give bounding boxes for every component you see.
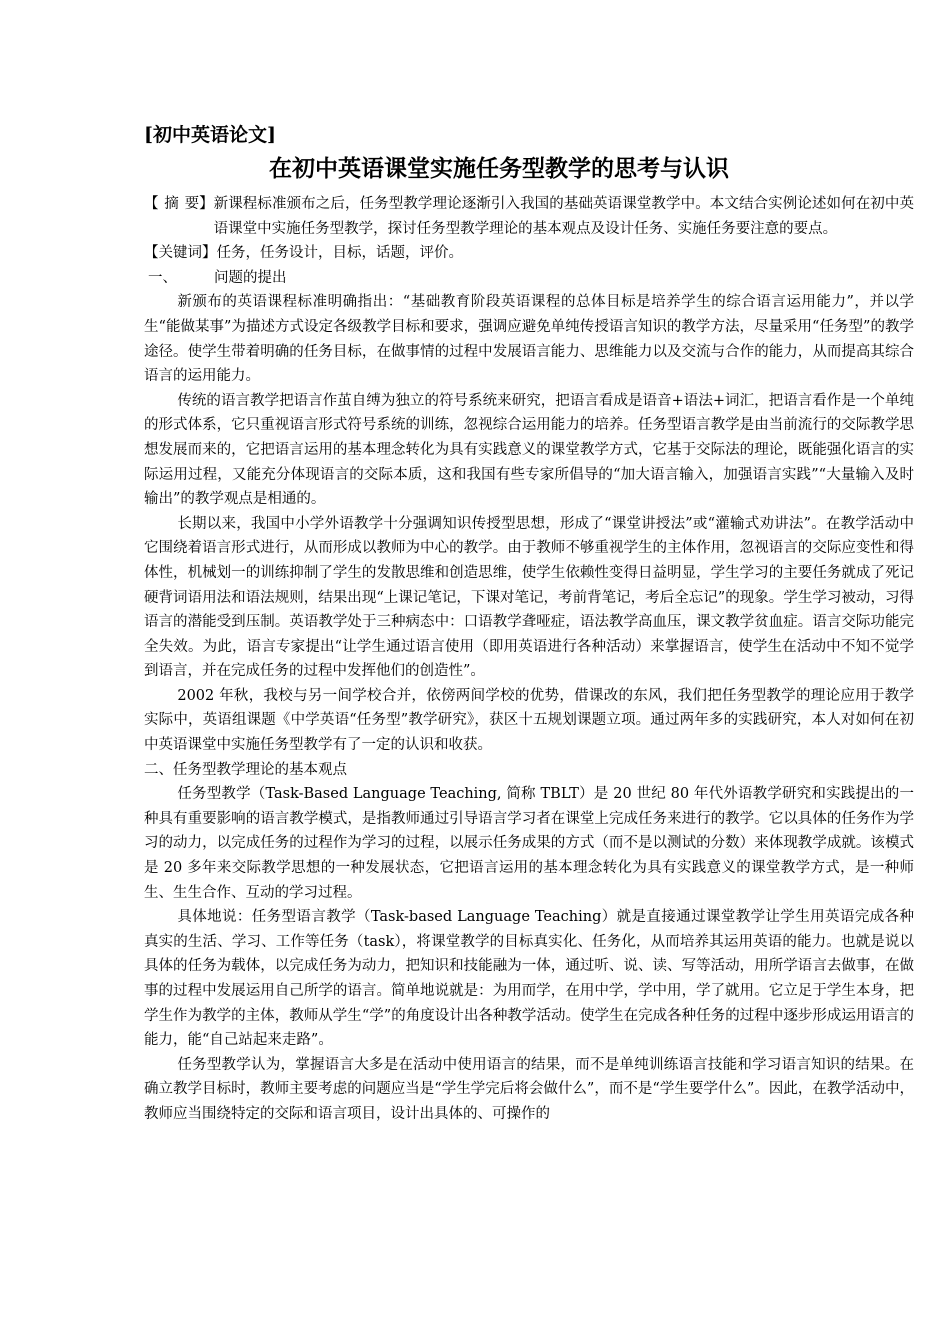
document-page (144, 120, 914, 1127)
document-tag: [初中英语论文] (144, 124, 276, 146)
paragraph: 长期以来，我国中小学外语教学十分强调知识传授型思想，形成了“课堂讲授法”或“灌输式劝讲法”。在教学活动中它围绕着语言形式进行，从而形成以教师为中心的教学。由于教师不够重视学生的主体作用，忽视语言的交际应变性和得体性，机械划一的训练抑制了学生的发散思维和创造思维，使学生依赖性变得日益明显，学生学习的主要任务就成了死记硬背词语用法和语法规则，结果出现“上课记笔记，下课对笔记，考前背笔记，考后全忘记”的现象。学生学习被动，习得语言的潜能受到压制。英语教学处于三种病态中：口语教学聋哑症，语法教学高血压，课文教学贫血症。语言交际功能完全失效。为此，语言专家提出“让学生通过语言使用（即用英语进行各种活动）来掌握语言，使学生在活动中不知不觉学到语言，并在完成任务的过程中发挥他们的创造性”。 (144, 515, 914, 680)
abstract-block (144, 192, 914, 241)
abstract-label (144, 192, 214, 241)
paragraph: 传统的语言教学把语言作茧自缚为独立的符号系统来研究，把语言看成是语音+语法+词汇，把语言看作是一个单纯的形式体系，它只重视语言形式符号系统的训练，忽视综合运用能力的培养。任务型语言教学是由当前流行的交际教学思想发展而来的，它把语言运用的基本理念转化为具有实践意义的课堂教学方式，它基于交际法的理论，既能强化语言的实际运用过程，又能充分体现语言的交际本质，这和我国有些专家所倡导的“加大语言输入，加强语言实践”“大量输入及时输出”的教学观点是相通的。 (144, 392, 914, 508)
paragraph: 新颁布的英语课程标准明确指出：“基础教育阶段英语课程的总体目标是培养学生的综合语言运用能力”，并以学生“能做某事”为描述方式设定各级教学目标和要求，强调应避免单纯传授语言知识的教学方法，尽量采用“任务型”的教学途径。使学生带着明确的任务目标，在做事情的过程中发展语言能力、思维能力以及交流与合作的能力，从而提高其综合语言的运用能力。 (144, 294, 914, 385)
document-title: 在初中英语课堂实施任务型教学的思考与认识 (269, 155, 729, 182)
paragraph: 具体地说：任务型语言教学（Task-based Language Teaching）就是直接通过课堂教学让学生用英语完成各种真实的生活、学习、工作等任务（task），将课堂教学的目标真实化、任务化，从而培养其运用英语的能力。也就是说以具体的任务为载体，以完成任务为动力，把知识和技能融为一体，通过听、说、读、写等活动，用所学语言去做事，在做事的过程中发展运用自己所学的语言。简单地说就是：为用而学，在用中学，学中用，学了就用。它立足于学生本身，把学生作为教学的主体，教师从学生“学”的角度设计出各种教学活动。使学生在完成各种任务的过程中逐步形成运用语言的能力，能“自己站起来走路”。 (144, 909, 914, 1049)
section-number-1: 一、 (148, 269, 177, 286)
abstract-label-open: 【摘 (144, 196, 185, 212)
keywords-line: 【关键词】任务，任务设计，目标，话题，评价。 (144, 245, 463, 262)
abstract-label-close: 要】 (184, 196, 214, 212)
section-heading-1 (144, 266, 914, 291)
section-heading-2: 二、任务型教学理论的基本观点 (144, 761, 347, 778)
paragraph: 任务型教学认为，掌握语言大多是在活动中使用语言的结果，而不是单纯训练语言技能和学习语言知识的结果。在确立教学目标时，教师主要考虑的问题应当是“学生学完后将会做什么”，而不是“学生要学什么”。因此，在教学活动中，教师应当围绕特定的交际和语言项目，设计出具体的、可操作的 (144, 1056, 914, 1122)
section-title-1: 问题的提出 (214, 269, 287, 286)
paragraph: 2002 年秋，我校与另一间学校合并，依傍两间学校的优势，借课改的东风，我们把任务型教学的理论应用于教学实际中，英语组课题《中学英语“任务型”教学研究》，获区十五规划课题立项。通过两年多的实践研究，本人对如何在初中英语课堂中实施任务型教学有了一定的认识和收获。 (144, 687, 914, 754)
abstract-text: 新课程标准颁布之后，任务型教学理论逐渐引入我国的基础英语课堂教学中。本文结合实例论述如何在初中英语课堂中实施任务型教学，探讨任务型教学理论的基本观点及设计任务、实施任务要注意的要点。 (213, 196, 914, 237)
paragraph: 任务型教学（Task-Based Language Teaching, 简称 TBLT）是 20 世纪 80 年代外语教学研究和实践提出的一种具有重要影响的语言教学模式，是指教师通过引导语言学习者在课堂上完成任务来进行的教学。它以具体的任务作为学习的动力，以完成任务的过程作为学习的过程，以展示任务成果的方式（而不是以测试的分数）来体现教学成就。该模式是 20 多年来交际教学思想的一种发展状态，它把语言运用的基本理念转化为具有实践意义的课堂教学方式，是一种师生、生生合作、互动的学习过程。 (144, 786, 914, 901)
